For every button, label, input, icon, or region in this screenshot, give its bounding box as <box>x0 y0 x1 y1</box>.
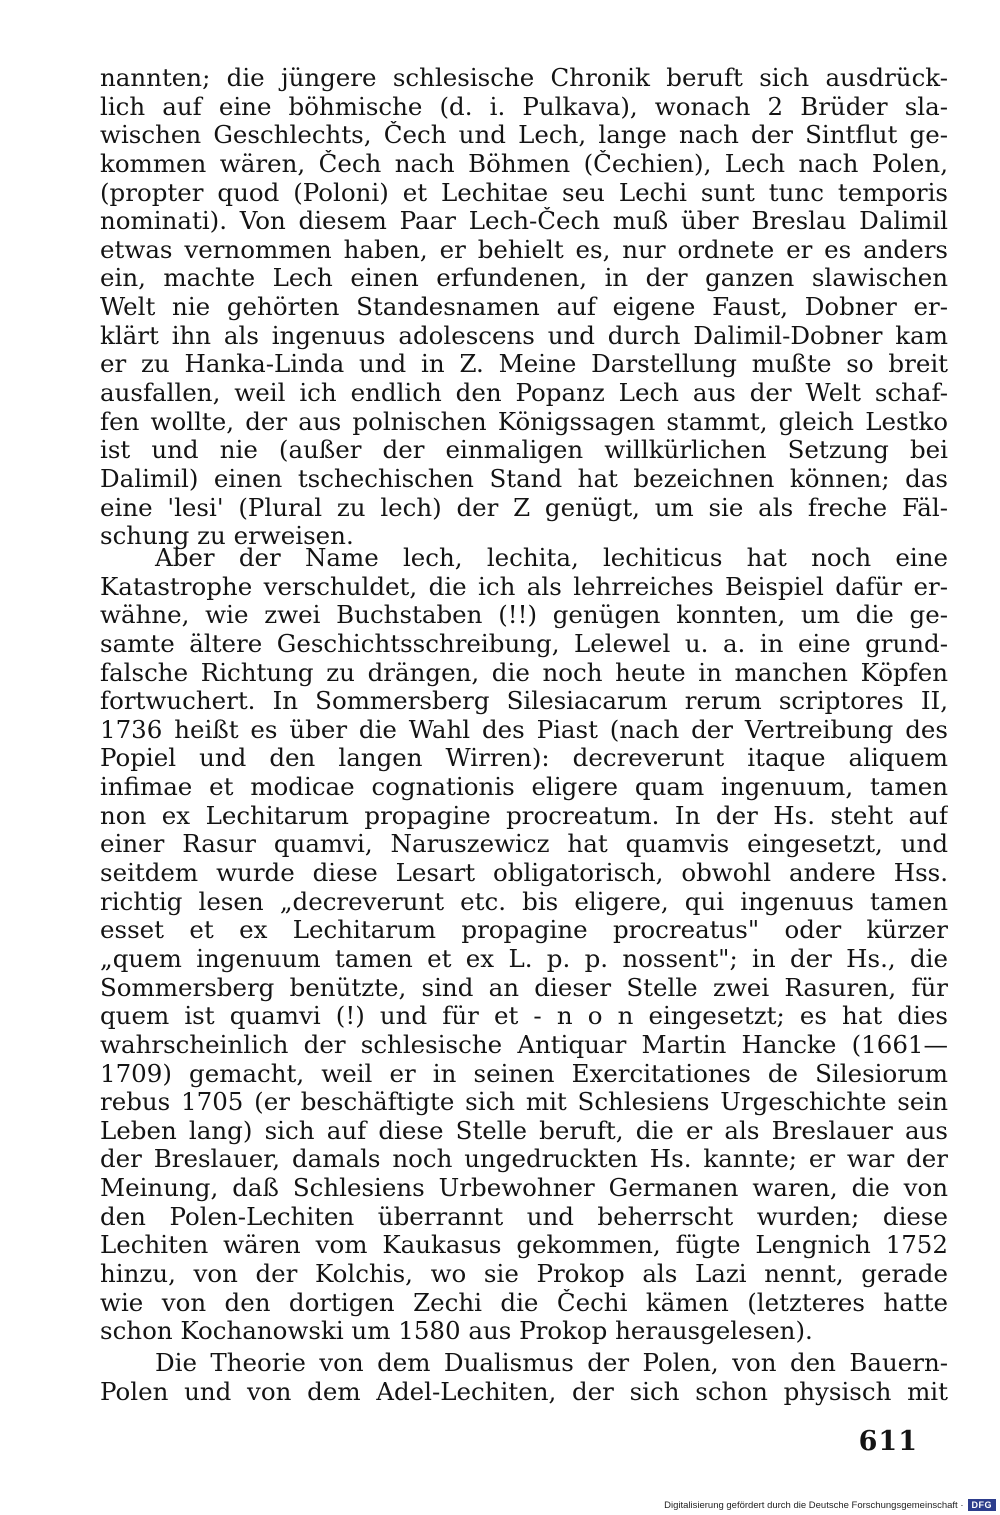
text-line: fortwuchert. In Sommersberg Silesiacarum rerum scriptores II, <box>100 687 948 716</box>
text-line: 1736 heißt es über die Wahl des Piast (nach der Vertreibung des <box>100 715 948 744</box>
text-line: non ex Lechitarum propagine procreatum. In der Hs. steht auf <box>100 801 948 830</box>
text-line: wie von den dortigen Zechi die Čechi kämen (letzteres hatte <box>100 1288 948 1317</box>
text-line: Welt nie gehörten Standesnamen auf eigene Faust, Dobner er- <box>100 293 948 322</box>
text-line: den Polen-Lechiten überrannt und beherrscht wurden; diese <box>100 1202 948 1231</box>
text-line: Popiel und den langen Wirren): decreverunt itaque aliquem <box>100 744 948 773</box>
text-line: Lechiten wären vom Kaukasus gekommen, fügte Lengnich 1752 <box>100 1231 948 1260</box>
digitization-footer <box>664 1499 996 1511</box>
text-line: nannten; die jüngere schlesische Chronik beruft sich ausdrück- <box>100 64 948 92</box>
text-line: ist und nie (außer der einmaligen willkürlichen Setzung bei <box>100 436 948 465</box>
text-line: Katastrophe verschuldet, die ich als lehrreiches Beispiel dafür er- <box>100 572 948 601</box>
text-line: richtig lesen „decreverunt etc. bis eligere, qui ingenuus tamen <box>100 887 948 916</box>
paragraph-3 <box>100 1349 948 1406</box>
paragraph-2 <box>100 544 948 1346</box>
text-line: er zu Hanka-Linda und in Z. Meine Darstellung mußte so breit <box>100 350 948 379</box>
text-line: der Breslauer, damals noch ungedruckten Hs. kannte; er war der <box>100 1145 948 1174</box>
text-line: rebus 1705 (er beschäftigte sich mit Schlesiens Urgeschichte sein <box>100 1088 948 1117</box>
text-line: (propter quod (Poloni) et Lechitae seu Lechi sunt tunc temporis <box>100 178 948 207</box>
text-line: 1709) gemacht, weil er in seinen Exercitationes de Silesiorum <box>100 1059 948 1088</box>
text-line: lich auf eine böhmische (d. i. Pulkava), wonach 2 Brüder sla- <box>100 92 948 121</box>
text-line: Polen und von dem Adel-Lechiten, der sich schon physisch mit <box>100 1377 948 1406</box>
text-line: nominati). Von diesem Paar Lech-Čech muß über Breslau Dalimil <box>100 207 948 236</box>
text-line: Leben lang) sich auf diese Stelle beruft, die er als Breslauer aus <box>100 1116 948 1145</box>
text-line: infimae et modicae cognationis eligere quam ingenuum, tamen <box>100 773 948 802</box>
text-line: wahrscheinlich der schlesische Antiquar Martin Hancke (1661— <box>100 1030 948 1059</box>
text-line: seitdem wurde diese Lesart obligatorisch, obwohl andere Hss. <box>100 859 948 888</box>
page-number: 611 <box>858 1426 918 1457</box>
text-line: samte ältere Geschichtsschreibung, Lelewel u. a. in eine grund- <box>100 629 948 658</box>
text-line: Meinung, daß Schlesiens Urbewohner Germanen waren, die von <box>100 1174 948 1203</box>
text-line: ausfallen, weil ich endlich den Popanz Lech aus der Welt schaf- <box>100 379 948 408</box>
text-line: Die Theorie von dem Dualismus der Polen, von den Bauern- <box>155 1349 948 1377</box>
text-line: esset et ex Lechitarum propagine procreatus" oder kürzer <box>100 916 948 945</box>
text-line: wähne, wie zwei Buchstaben (!!) genügen konnten, um die ge- <box>100 601 948 630</box>
text-line: quem ist quamvi (!) und für et - n o n eingesetzt; es hat dies <box>100 1002 948 1031</box>
text-line: schon Kochanowski um 1580 aus Prokop herausgelesen). <box>100 1317 813 1346</box>
text-line: hinzu, von der Kolchis, wo sie Prokop als Lazi nennt, gerade <box>100 1260 948 1289</box>
text-line: Aber der Name lech, lechita, lechiticus hat noch eine <box>155 544 948 572</box>
text-line: wischen Geschlechts, Čech und Lech, lange nach der Sintflut ge- <box>100 121 948 150</box>
dfg-logo-icon: DFG <box>968 1499 997 1511</box>
text-line: etwas vernommen haben, er behielt es, nur ordnete er es anders <box>100 235 948 264</box>
text-line: kommen wären, Čech nach Böhmen (Čechien), Lech nach Polen, <box>100 149 948 178</box>
text-line: Sommersberg benützte, sind an dieser Stelle zwei Rasuren, für <box>100 973 948 1002</box>
text-line: einer Rasur quamvi, Naruszewicz hat quamvis eingesetzt, und <box>100 830 948 859</box>
text-line: schung zu erweisen. <box>100 522 354 551</box>
paragraph-1 <box>100 64 948 551</box>
text-line: falsche Richtung zu drängen, die noch heute in manchen Köpfen <box>100 658 948 687</box>
text-line: klärt ihn als ingenuus adolescens und durch Dalimil-Dobner kam <box>100 321 948 350</box>
text-line: „quem ingenuum tamen et ex L. p. p. nossent"; in der Hs., die <box>100 944 948 973</box>
text-line: fen wollte, der aus polnischen Königssagen stammt, gleich Lestko <box>100 407 948 436</box>
footer-text: Digitalisierung gefördert durch die Deutsche Forschungsgemeinschaft · <box>664 1499 964 1511</box>
text-line: ein, machte Lech einen erfundenen, in der ganzen slawischen <box>100 264 948 293</box>
text-line: eine 'lesi' (Plural zu lech) der Z genügt, um sie als freche Fäl- <box>100 493 948 522</box>
text-line: Dalimil) einen tschechischen Stand hat bezeichnen können; das <box>100 464 948 493</box>
